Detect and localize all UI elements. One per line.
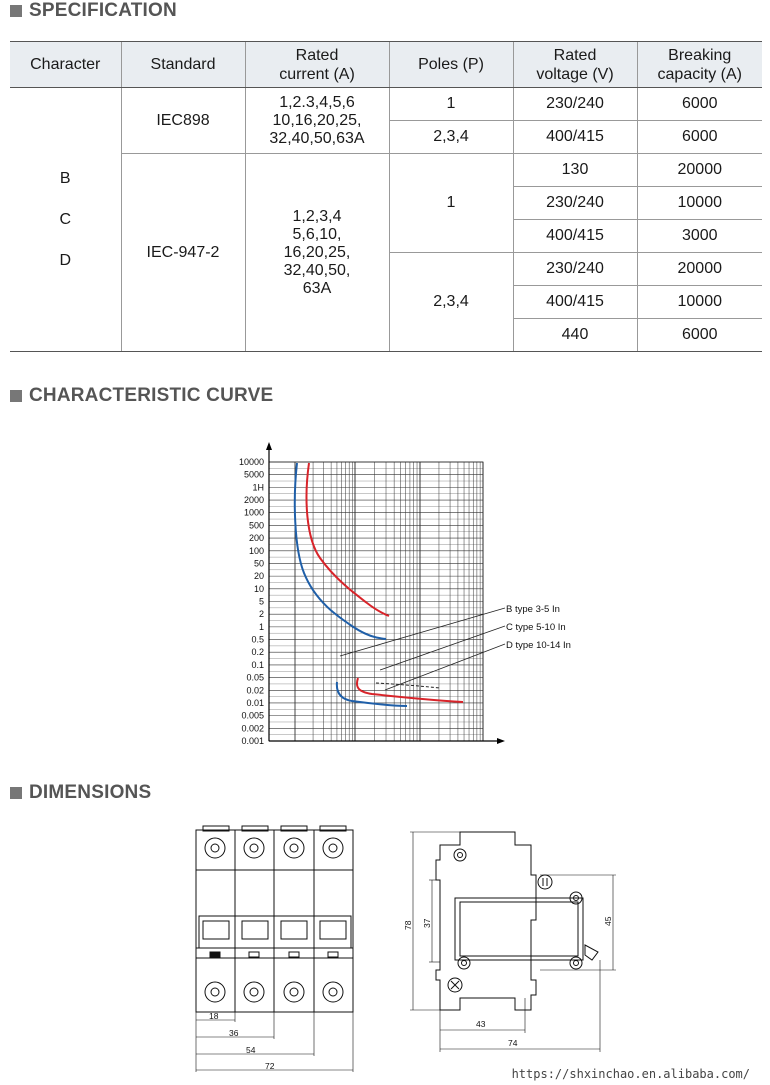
legend-d-type: D type 10-14 In xyxy=(506,640,571,651)
table-header-row xyxy=(10,42,762,88)
y-tick-label: 0.002 xyxy=(241,723,264,734)
poles-cell: 2,3,4 xyxy=(389,253,513,352)
y-tick-label: 0.01 xyxy=(246,697,264,708)
voltage-cell: 130 xyxy=(513,154,637,187)
y-tick-label: 1000 xyxy=(243,507,264,518)
voltage-cell: 230/240 xyxy=(513,253,637,286)
section-title-text: SPECIFICATION xyxy=(29,0,177,21)
front-view xyxy=(196,826,353,1072)
current-iec947: 1,2,3,4 5,6,10, 16,20,25, 32,40,50, 63A xyxy=(245,154,389,352)
y-tick-label: 2 xyxy=(258,609,264,620)
y-tick-label: 1H xyxy=(252,482,264,493)
square-bullet-icon xyxy=(10,390,22,402)
capacity-cell: 20000 xyxy=(637,253,762,286)
section-title-specification xyxy=(10,0,177,22)
header-standard: Standard xyxy=(121,42,245,88)
header-poles: Poles (P) xyxy=(389,42,513,88)
y-tick-label: 0.2 xyxy=(251,647,264,658)
poles-cell: 2,3,4 xyxy=(389,121,513,154)
header-breaking-capacity: Breaking capacity (A) xyxy=(637,42,762,88)
voltage-cell: 230/240 xyxy=(513,187,637,220)
section-title-text: CHARACTERISTIC CURVE xyxy=(29,385,274,406)
poles-cell: 1 xyxy=(389,88,513,121)
characteristic-curve-chart xyxy=(0,438,770,758)
header-rated-voltage: Rated voltage (V) xyxy=(513,42,637,88)
character-d: D xyxy=(59,252,72,269)
d-type-curve-upper xyxy=(307,463,389,616)
table-row xyxy=(10,88,762,121)
voltage-cell: 440 xyxy=(513,319,637,352)
voltage-cell: 230/240 xyxy=(513,88,637,121)
section-title-dimensions xyxy=(10,782,151,804)
y-tick-label: 200 xyxy=(248,533,264,544)
capacity-cell: 20000 xyxy=(637,154,762,187)
y-tick-label: 5000 xyxy=(243,469,264,480)
voltage-cell: 400/415 xyxy=(513,286,637,319)
y-tick-label: 50 xyxy=(253,558,264,569)
standard-iec898: IEC898 xyxy=(121,88,245,154)
section-title-text: DIMENSIONS xyxy=(29,782,152,803)
capacity-cell: 10000 xyxy=(637,286,762,319)
y-tick-label: 10000 xyxy=(238,457,264,467)
dim-front-72: 72 xyxy=(265,1061,275,1071)
y-tick-label: 0.001 xyxy=(241,736,264,746)
dim-side-74: 74 xyxy=(508,1038,518,1048)
y-tick-label: 0.02 xyxy=(246,685,264,696)
y-tick-label: 0.05 xyxy=(246,672,264,683)
y-tick-label: 1 xyxy=(258,621,264,632)
character-cell xyxy=(10,88,121,352)
watermark-url: https://shxinchao.en.alibaba.com/ xyxy=(511,1067,750,1081)
square-bullet-icon xyxy=(10,5,22,17)
specification-table xyxy=(10,41,762,352)
curve-y-labels xyxy=(239,457,264,746)
voltage-cell: 400/415 xyxy=(513,121,637,154)
leader-line xyxy=(385,644,505,690)
capacity-cell: 3000 xyxy=(637,220,762,253)
section-title-curve xyxy=(10,385,273,407)
y-tick-label: 100 xyxy=(248,545,264,556)
dimensions-drawing xyxy=(0,820,770,1075)
y-tick-label: 0.5 xyxy=(251,634,264,645)
x-axis-arrow-icon xyxy=(497,738,505,744)
dim-front-18: 18 xyxy=(209,1011,219,1021)
y-tick-label: 2000 xyxy=(243,495,264,506)
character-b: B xyxy=(59,170,71,187)
capacity-cell: 6000 xyxy=(637,88,762,121)
y-tick-label: 10 xyxy=(253,583,264,594)
y-tick-label: 0.005 xyxy=(241,710,264,721)
legend-b-type: B type 3-5 In xyxy=(506,604,560,615)
standard-iec947: IEC-947-2 xyxy=(121,154,245,352)
voltage-cell: 400/415 xyxy=(513,220,637,253)
dim-front-54: 54 xyxy=(246,1045,256,1055)
square-bullet-icon xyxy=(10,787,22,799)
current-iec898: 1,2.3,4,5,6 10,16,20,25, 32,40,50,63A xyxy=(245,88,389,154)
capacity-cell: 6000 xyxy=(637,121,762,154)
character-c: C xyxy=(59,211,72,228)
capacity-cell: 10000 xyxy=(637,187,762,220)
header-character: Character xyxy=(10,42,121,88)
y-tick-label: 5 xyxy=(258,596,264,607)
y-tick-label: 0.1 xyxy=(251,659,264,670)
y-tick-label: 20 xyxy=(253,571,264,582)
header-rated-current: Rated current (A) xyxy=(245,42,389,88)
dim-side-43: 43 xyxy=(476,1019,486,1029)
poles-cell: 1 xyxy=(389,154,513,253)
table-row xyxy=(10,154,762,187)
y-tick-label: 500 xyxy=(248,520,264,531)
legend-c-type: C type 5-10 In xyxy=(506,622,566,633)
dim-side-78: 78 xyxy=(403,920,413,930)
dim-side-45: 45 xyxy=(603,916,613,926)
dim-front-36: 36 xyxy=(229,1028,239,1038)
curve-grid xyxy=(269,462,483,741)
side-view xyxy=(410,832,616,1052)
y-axis-arrow-icon xyxy=(266,442,272,450)
dim-side-37: 37 xyxy=(422,918,432,928)
leader-line xyxy=(380,626,505,670)
capacity-cell: 6000 xyxy=(637,319,762,352)
